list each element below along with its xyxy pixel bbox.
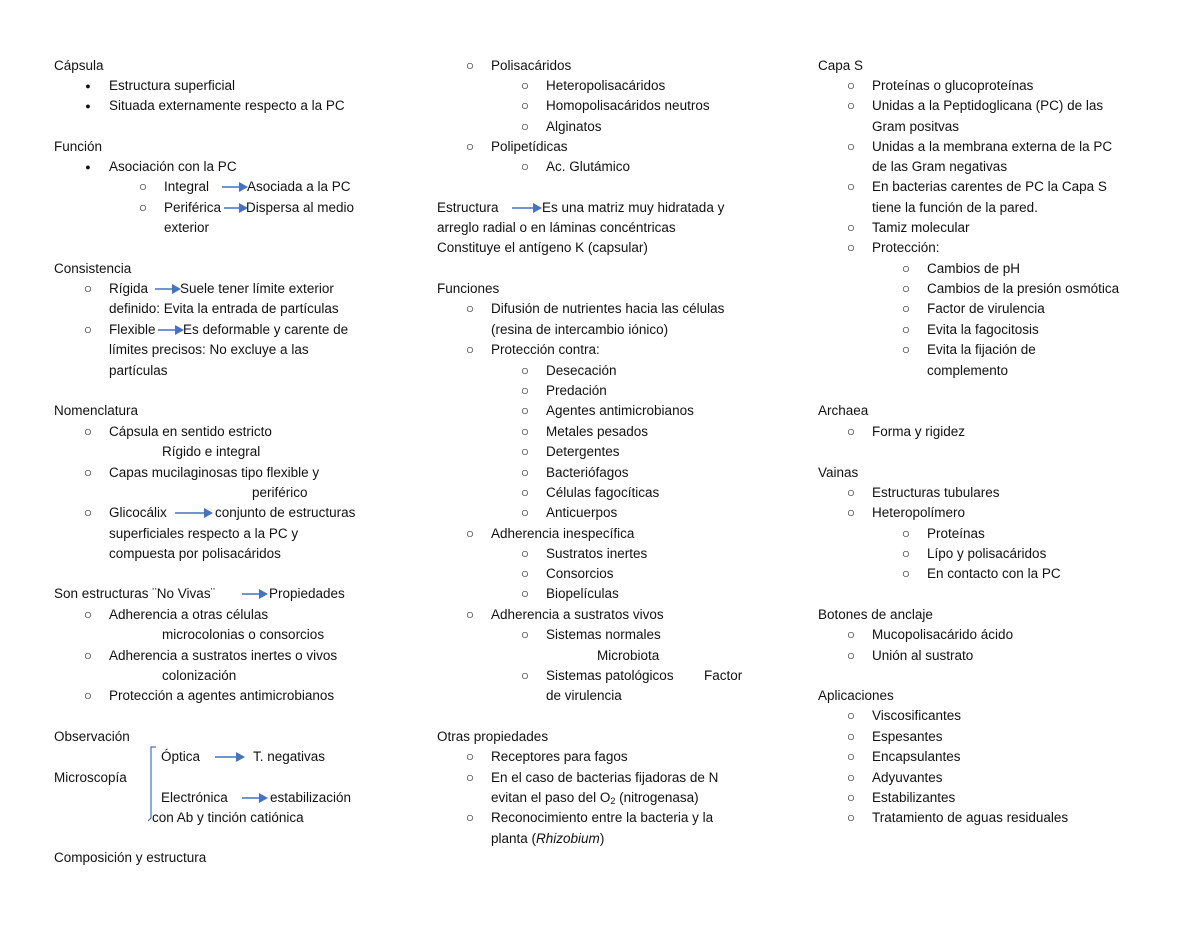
heading-nomenclatura: Nomenclatura	[54, 403, 139, 418]
list-item: Espesantes	[872, 729, 943, 744]
list-item-factor: Factor	[704, 668, 743, 683]
bullet-circle: ○	[520, 403, 530, 418]
list-item: Protección contra:	[491, 342, 600, 357]
bullet-circle: ○	[465, 810, 475, 825]
heading-funciones: Funciones	[437, 281, 500, 296]
list-item-cont: colonización	[162, 668, 237, 683]
bullet-circle: ○	[520, 668, 530, 683]
arrow-icon	[242, 792, 268, 804]
bullet-circle: ○	[465, 526, 475, 541]
bullet-circle: ○	[846, 179, 856, 194]
list-item: Tamiz molecular	[872, 220, 970, 235]
bullet-circle: ○	[901, 566, 911, 581]
bullet-circle: ○	[901, 261, 911, 276]
bullet-dot: ●	[85, 81, 91, 91]
list-item: Alginatos	[546, 119, 602, 134]
list-item: Heteropolisacáridos	[546, 78, 666, 93]
list-item: Cambios de la presión osmótica	[927, 281, 1120, 296]
desc-flexible: Es deformable y carente de	[183, 322, 349, 337]
list-item: Sistemas normales	[546, 627, 661, 642]
bullet-circle: ○	[846, 78, 856, 93]
bullet-circle: ○	[520, 505, 530, 520]
bullet-circle: ○	[901, 342, 911, 357]
desc-glicocalix: conjunto de estructuras	[215, 505, 356, 520]
bullet-dot: ●	[85, 101, 91, 111]
bullet-circle: ○	[901, 546, 911, 561]
heading-otras: Otras propiedades	[437, 729, 549, 744]
bullet-circle: ○	[520, 78, 530, 93]
bullet-circle: ○	[901, 301, 911, 316]
list-item: Adherencia a sustratos vivos	[491, 607, 664, 622]
bullet-circle: ○	[520, 98, 530, 113]
term-glicocalix: Glicocálix	[109, 505, 167, 520]
text-rhizobium: Rhizobium	[536, 831, 600, 846]
result-optica: T. negativas	[253, 749, 326, 764]
arrow-icon	[215, 751, 245, 763]
heading-capsula: Cápsula	[54, 58, 104, 73]
list-item-cont: (resina de intercambio iónico)	[491, 322, 669, 337]
desc-periferica-cont: exterior	[164, 220, 210, 235]
list-item: Desecación	[546, 363, 617, 378]
list-item: Estructuras tubulares	[872, 485, 1000, 500]
list-item: Cápsula en sentido estricto	[109, 424, 272, 439]
list-item: Metales pesados	[546, 424, 649, 439]
arrow-icon	[158, 324, 184, 336]
bullet-circle: ○	[83, 322, 93, 337]
bullet-circle: ○	[83, 465, 93, 480]
list-item: Células fagocíticas	[546, 485, 660, 500]
bullet-dot: ●	[85, 162, 91, 172]
desc-integral: Asociada a la PC	[247, 179, 351, 194]
bullet-circle: ○	[846, 240, 856, 255]
desc-estructura-cont2: Constituye el antígeno K (capsular)	[437, 240, 648, 255]
heading-observacion: Observación	[54, 729, 130, 744]
bullet-circle: ○	[83, 648, 93, 663]
heading-aplicaciones: Aplicaciones	[818, 688, 894, 703]
label-estructura: Estructura	[437, 200, 499, 215]
text-evitan: evitan el paso del O	[491, 790, 611, 805]
list-item: Proteínas	[927, 526, 985, 541]
list-item-cont: Rígido e integral	[162, 444, 261, 459]
list-item: Heteropolímero	[872, 505, 966, 520]
bullet-circle: ○	[83, 607, 93, 622]
term-periferica: Periférica	[164, 200, 222, 215]
list-item: Detergentes	[546, 444, 620, 459]
list-item: Cambios de pH	[927, 261, 1021, 276]
bullet-circle: ○	[520, 566, 530, 581]
list-item: Receptores para fagos	[491, 749, 628, 764]
bullet-circle: ○	[846, 708, 856, 723]
bullet-circle: ○	[465, 342, 475, 357]
arrow-icon	[175, 507, 213, 519]
text-planta: planta (	[491, 831, 537, 846]
bullet-circle: ○	[846, 505, 856, 520]
bullet-circle: ○	[846, 220, 856, 235]
list-item: Evita la fagocitosis	[927, 322, 1039, 337]
list-item: Unidas a la membrana externa de la PC	[872, 139, 1113, 154]
bullet-circle: ○	[83, 424, 93, 439]
desc-rigida: Suele tener límite exterior	[180, 281, 334, 296]
list-item: Adyuvantes	[872, 770, 943, 785]
heading-capa-s: Capa S	[818, 58, 864, 73]
bullet-circle: ○	[520, 444, 530, 459]
bullet-circle: ○	[846, 648, 856, 663]
bullet-circle: ○	[520, 627, 530, 642]
heading-consistencia: Consistencia	[54, 261, 132, 276]
list-item-cont: de virulencia	[546, 688, 622, 703]
list-item: Consorcios	[546, 566, 614, 581]
term-electronica: Electrónica	[161, 790, 228, 805]
desc-periferica: Dispersa al medio	[246, 200, 355, 215]
bullet-circle: ○	[520, 424, 530, 439]
list-item-cont: Gram positvas	[872, 119, 960, 134]
bullet-circle: ○	[846, 485, 856, 500]
bullet-circle: ○	[846, 139, 856, 154]
desc-glicocalix-cont2: compuesta por polisacáridos	[109, 546, 281, 561]
bullet-circle: ○	[465, 58, 475, 73]
list-item: Adherencia inespecífica	[491, 526, 635, 541]
bullet-circle: ○	[901, 322, 911, 337]
list-item: Capas mucilaginosas tipo flexible y	[109, 465, 320, 480]
bullet-circle: ○	[846, 424, 856, 439]
bullet-circle: ○	[465, 770, 475, 785]
result-electronica-cont: con Ab y tinción catiónica	[152, 810, 304, 825]
arrow-icon	[155, 283, 181, 295]
list-item-cont: tiene la función de la pared.	[872, 200, 1038, 215]
subscript-2: 2	[610, 796, 616, 806]
list-item: Lípo y polisacáridos	[927, 546, 1047, 561]
desc-flexible-cont2: partículas	[109, 363, 168, 378]
bullet-circle: ○	[846, 790, 856, 805]
list-item: Adherencia a sustratos inertes o vivos	[109, 648, 338, 663]
desc-estructura: Es una matriz muy hidratada y	[542, 200, 725, 215]
list-item: Unidas a la Peptidoglicana (PC) de las	[872, 98, 1104, 113]
heading-no-vivas: Son estructuras ¨No Vivas¨	[54, 586, 216, 601]
bullet-circle: ○	[520, 363, 530, 378]
bullet-circle: ○	[138, 200, 148, 215]
bullet-circle: ○	[846, 98, 856, 113]
bullet-circle: ○	[846, 627, 856, 642]
heading-funcion: Función	[54, 139, 103, 154]
list-item: Protección a agentes antimicrobianos	[109, 688, 335, 703]
list-item: Reconocimiento entre la bacteria y la	[491, 810, 714, 825]
arrow-icon	[512, 202, 542, 214]
text-close-paren: )	[599, 831, 605, 846]
list-item: Adherencia a otras células	[109, 607, 269, 622]
list-item-cont: complemento	[927, 363, 1009, 378]
bullet-circle: ○	[83, 688, 93, 703]
list-item: Biopelículas	[546, 586, 619, 601]
list-item: Mucopolisacárido ácido	[872, 627, 1014, 642]
bullet-circle: ○	[901, 281, 911, 296]
list-item: Bacteriófagos	[546, 465, 629, 480]
target-propiedades: Propiedades	[269, 586, 345, 601]
list-item: Sustratos inertes	[546, 546, 648, 561]
bullet-circle: ○	[520, 546, 530, 561]
bullet-circle: ○	[846, 770, 856, 785]
list-item: Evita la fijación de	[927, 342, 1036, 357]
bullet-circle: ○	[520, 485, 530, 500]
bullet-circle: ○	[846, 749, 856, 764]
list-item: Predación	[546, 383, 607, 398]
bullet-circle: ○	[83, 281, 93, 296]
list-item: Anticuerpos	[546, 505, 618, 520]
heading-archaea: Archaea	[818, 403, 869, 418]
bullet-circle: ○	[465, 607, 475, 622]
arrow-icon	[242, 588, 268, 600]
term-optica: Óptica	[161, 749, 201, 764]
arrow-icon	[224, 202, 248, 214]
heading-composicion: Composición y estructura	[54, 850, 207, 865]
term-flexible: Flexible	[109, 322, 156, 337]
list-item: Ac. Glutámico	[546, 159, 631, 174]
heading-polipeptidicas: Polipetídicas	[491, 139, 568, 154]
desc-estructura-cont: arreglo radial o en láminas concéntricas	[437, 220, 676, 235]
list-item: Encapsulantes	[872, 749, 961, 764]
bullet-circle: ○	[465, 301, 475, 316]
list-item-cont: microcolonias o consorcios	[162, 627, 325, 642]
desc-rigida-cont: definido: Evita la entrada de partículas	[109, 301, 339, 316]
list-item: Sistemas patológicos	[546, 668, 674, 683]
list-item: Asociación con la PC	[109, 159, 237, 174]
bullet-circle: ○	[846, 729, 856, 744]
bullet-circle: ○	[846, 810, 856, 825]
bullet-circle: ○	[901, 526, 911, 541]
arrow-icon	[222, 181, 248, 193]
desc-flexible-cont: límites precisos: No excluye a las	[109, 342, 309, 357]
heading-vainas: Vainas	[818, 465, 859, 480]
list-item: Agentes antimicrobianos	[546, 403, 694, 418]
list-item: Homopolisacáridos neutros	[546, 98, 710, 113]
list-item: Estabilizantes	[872, 790, 956, 805]
heading-polisacaridos: Polisacáridos	[491, 58, 572, 73]
bullet-circle: ○	[83, 505, 93, 520]
term-integral: Integral	[164, 179, 210, 194]
list-item: Situada externamente respecto a la PC	[109, 98, 345, 113]
list-item: Factor de virulencia	[927, 301, 1045, 316]
bullet-circle: ○	[520, 465, 530, 480]
bullet-circle: ○	[465, 749, 475, 764]
list-item-cont	[491, 788, 699, 808]
list-item: Difusión de nutrientes hacia las células	[491, 301, 725, 316]
list-item: Estructura superficial	[109, 78, 236, 93]
heading-botones: Botones de anclaje	[818, 607, 933, 622]
list-item: Unión al sustrato	[872, 648, 974, 663]
list-item: Proteínas o glucoproteínas	[872, 78, 1034, 93]
list-item: Viscosificantes	[872, 708, 962, 723]
list-item-cont: periférico	[252, 485, 308, 500]
bullet-circle: ○	[520, 586, 530, 601]
list-item: En contacto con la PC	[927, 566, 1061, 581]
bullet-circle: ○	[520, 119, 530, 134]
list-item: Protección:	[872, 240, 940, 255]
list-item: Tratamiento de aguas residuales	[872, 810, 1069, 825]
bullet-circle: ○	[520, 383, 530, 398]
label-microscopia: Microscopía	[54, 770, 127, 785]
list-item-cont: Microbiota	[597, 648, 660, 663]
list-item-cont: de las Gram negativas	[872, 159, 1008, 174]
term-rigida: Rígida	[109, 281, 149, 296]
list-item-cont	[491, 829, 604, 849]
result-electronica: estabilización	[270, 790, 352, 805]
desc-glicocalix-cont: superficiales respecto a la PC y	[109, 526, 299, 541]
list-item: En bacterias carentes de PC la Capa S	[872, 179, 1107, 194]
bullet-circle: ○	[465, 139, 475, 154]
list-item: Forma y rigidez	[872, 424, 966, 439]
bullet-circle: ○	[520, 159, 530, 174]
bullet-circle: ○	[138, 179, 148, 194]
list-item: En el caso de bacterias fijadoras de N	[491, 770, 719, 785]
text-nitrogenasa: (nitrogenasa)	[615, 790, 699, 805]
